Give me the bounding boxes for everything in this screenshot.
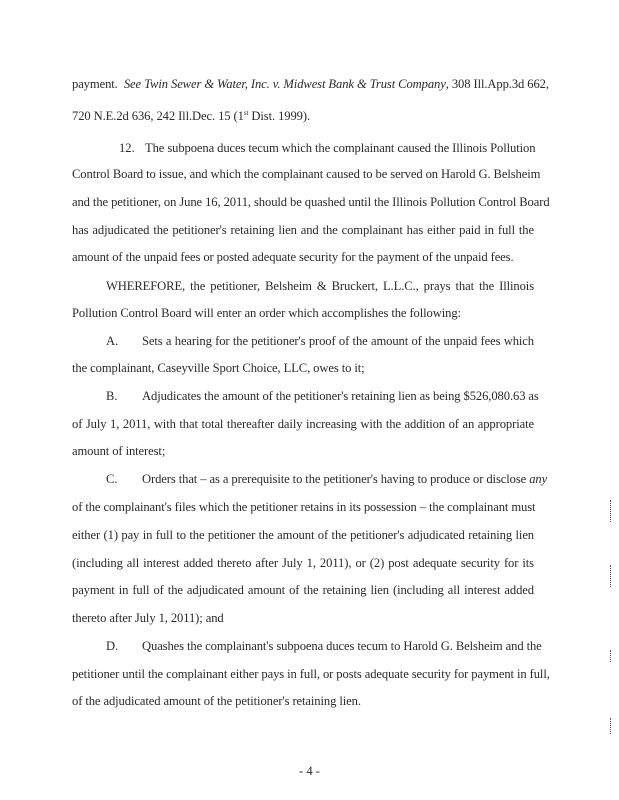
citation-line-2 — [72, 108, 534, 124]
item-b-line-3: amount of interest; — [72, 444, 166, 458]
item-b-label: B. — [106, 389, 118, 403]
item-a-label: A. — [106, 334, 119, 348]
item-c-line-3: either (1) pay in full to the petitioner the amount of the petitioner's adjudicated retaining lien — [72, 528, 534, 542]
para-12-line-3: and the petitioner, on June 16, 2011, should be quashed until the Illinois Pollution Control Board — [72, 195, 550, 209]
item-c-line-1 — [142, 471, 548, 487]
page-number: - 4 - — [299, 764, 320, 778]
item-b-line-2: of July 1, 2011, with that total thereafter daily increasing with the addition of an appropriate — [72, 417, 534, 431]
citation-line2-end: Dist. 1999). — [248, 109, 310, 123]
item-c-line-4: (including all interest added thereto after July 1, 2011), or (2) post adequate security for its — [72, 556, 534, 570]
item-c-line-6: thereto after July 1, 2011); and — [72, 611, 224, 625]
item-c-line-1-text: Orders that – as a prerequisite to the petitioner's having to produce or disclose — [142, 472, 527, 486]
margin-mark-1 — [610, 500, 612, 522]
item-c-line-2: of the complainant's files which the petitioner retains in its possession – the complainant must — [72, 500, 536, 514]
margin-mark-4 — [610, 718, 612, 734]
para-12-line-5: amount of the unpaid fees or posted adequate security for the payment of the unpaid fees. — [72, 250, 514, 264]
margin-mark-3 — [610, 650, 612, 662]
para-12-line-4: has adjudicated the petitioner's retaining lien and the complainant has either paid in full the — [72, 223, 534, 237]
margin-mark-2 — [610, 565, 612, 587]
item-c-emphasis: any — [529, 472, 548, 486]
item-d-label: D. — [106, 639, 119, 653]
item-d-line-2: petitioner until the complainant either pays in full, or posts adequate security for payment in full, — [72, 667, 550, 681]
para-12-number: 12. — [119, 141, 135, 155]
citation-line2-start: 720 N.E.2d 636, 242 Ill.Dec. 15 (1 — [72, 109, 244, 123]
citation-prefix: payment. — [72, 77, 118, 91]
citation-line-1 — [72, 76, 549, 92]
item-c-label: C. — [106, 472, 118, 486]
citation-case-name: Twin Sewer & Water, Inc. v. Midwest Bank & Trust Company — [144, 77, 446, 91]
item-a-line-2: the complainant, Caseyville Sport Choice, LLC, owes to it; — [72, 361, 365, 375]
wherefore-line-1: WHEREFORE, the petitioner, Belsheim & Bruckert, L.L.C., prays that the Illinois — [106, 279, 534, 293]
para-12-line-1: The subpoena duces tecum which the complainant caused the Illinois Pollution — [145, 141, 536, 155]
item-d-line-1: Quashes the complainant's subpoena duces tecum to Harold G. Belsheim and the — [142, 639, 542, 653]
wherefore-line-2: Pollution Control Board will enter an order which accomplishes the following: — [72, 306, 461, 320]
para-12-line-2: Control Board to issue, and which the complainant caused to be served on Harold G. Belsheim — [72, 167, 541, 181]
citation-signal: See — [123, 77, 142, 91]
item-b-line-1: Adjudicates the amount of the petitioner's retaining lien as being $526,080.63 as — [142, 389, 539, 403]
item-d-line-3: of the adjudicated amount of the petitioner's retaining lien. — [72, 694, 361, 708]
citation-reporter: , 308 Ill.App.3d 662, — [445, 77, 549, 91]
item-a-line-1: Sets a hearing for the petitioner's proof of the amount of the unpaid fees which — [142, 334, 534, 348]
item-c-line-5: payment in full of the adjudicated amount of the retaining lien (including all interest added — [72, 583, 534, 597]
citation-superscript: st — [243, 108, 249, 117]
